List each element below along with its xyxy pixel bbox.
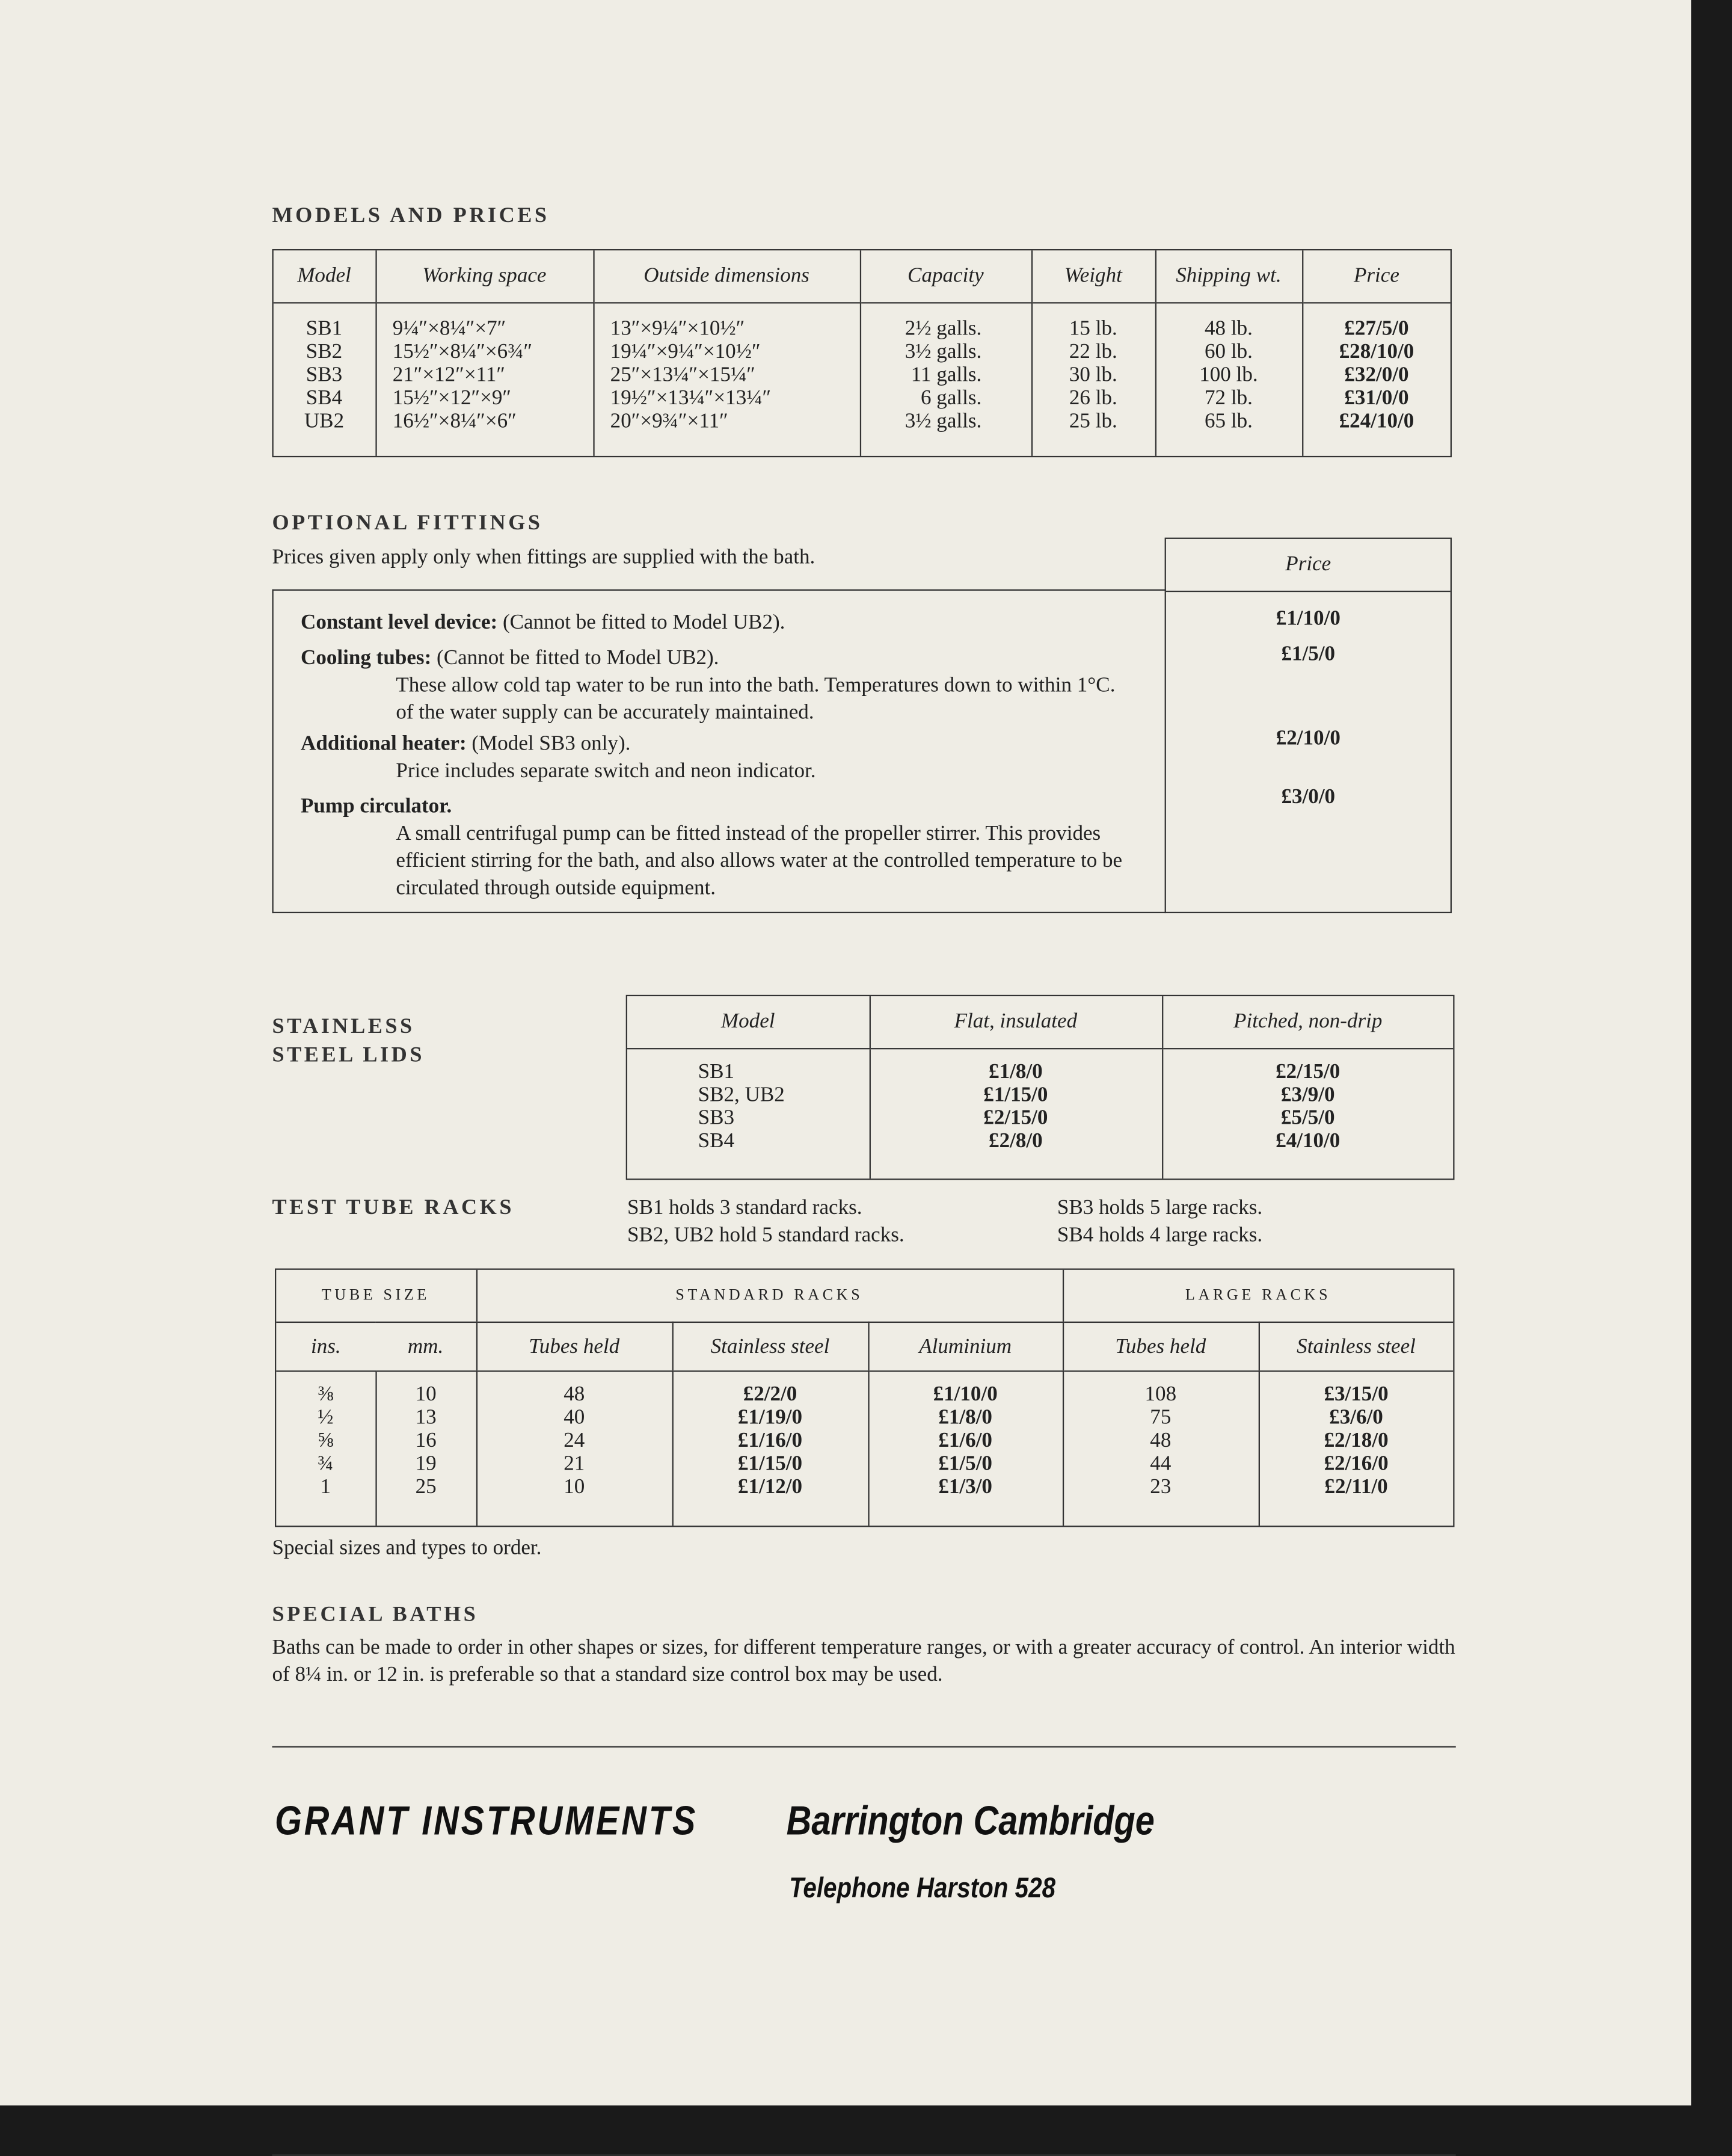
models-cell: 65 lb. xyxy=(1205,409,1253,433)
models-col-header: Working space xyxy=(375,250,593,303)
racks-col-header: Stainless steel xyxy=(1259,1322,1454,1371)
models-cell: 100 lb. xyxy=(1199,363,1258,387)
footer-phone: Telephone Harston 528 xyxy=(789,1873,1056,1905)
racks-heading: TEST TUBE RACKS xyxy=(272,1196,515,1220)
models-rows xyxy=(274,303,1451,456)
racks-column xyxy=(1259,1371,1454,1526)
models-column xyxy=(1155,303,1302,456)
racks-col-header: Aluminium xyxy=(868,1322,1063,1371)
lids-cell: £1/15/0 xyxy=(983,1083,1048,1107)
models-cell: £24/10/0 xyxy=(1339,409,1414,433)
fittings-note: Prices given apply only when fittings are supplied with the bath. xyxy=(272,546,815,569)
models-column xyxy=(593,303,859,456)
racks-column xyxy=(375,1371,476,1526)
models-col-header: Model xyxy=(274,250,376,303)
racks-cell: £1/15/0 xyxy=(737,1452,803,1476)
racks-cell: 23 xyxy=(1150,1475,1172,1498)
fitting-item xyxy=(301,793,1131,902)
racks-cell: £2/18/0 xyxy=(1324,1429,1389,1452)
footer-rule xyxy=(272,1746,1455,1748)
models-cell: 9¼″×8¼″×7″ xyxy=(392,317,506,340)
racks-cell: £2/16/0 xyxy=(1324,1452,1389,1476)
racks-note-1: SB1 holds 3 standard racks. xyxy=(627,1196,862,1220)
lids-cell: SB2, UB2 xyxy=(698,1083,785,1107)
models-cell: SB2 xyxy=(306,340,343,364)
racks-col-header: ins. xyxy=(276,1322,375,1371)
racks-cell: £1/19/0 xyxy=(737,1406,803,1429)
lids-cell: £2/15/0 xyxy=(1276,1060,1340,1083)
racks-cell: 48 xyxy=(564,1382,585,1406)
racks-cell: 24 xyxy=(564,1429,585,1452)
fitting-name: Pump circulator. xyxy=(300,795,452,818)
models-cell: 13″×9¼″×10½″ xyxy=(610,317,745,340)
models-cell: 19¼″×9¼″×10½″ xyxy=(610,340,761,364)
models-col-header: Capacity xyxy=(860,250,1031,303)
special-text: Baths can be made to order in other shapes or sizes, for different temperature ranges, or with a greater accuracy of control. An interior width of 8¼ in. or 12 in. is preferable so that a standard size control box may be used. xyxy=(272,1636,1455,1687)
models-cell: £32/0/0 xyxy=(1344,363,1409,387)
racks-group-header: TUBE SIZE xyxy=(276,1270,476,1322)
fitting-name: Additional heater: xyxy=(300,732,467,756)
lids-cell: SB4 xyxy=(698,1129,735,1153)
racks-cell: £1/12/0 xyxy=(737,1475,803,1498)
models-col-header: Outside dimensions xyxy=(593,250,859,303)
racks-column xyxy=(476,1371,672,1526)
racks-table xyxy=(275,1269,1455,1527)
fittings-heading: OPTIONAL FITTINGS xyxy=(272,511,543,535)
models-cell: 2½ galls. xyxy=(904,317,982,340)
fitting-desc: (Model SB3 only). xyxy=(466,732,631,756)
models-cell: 25″×13¼″×15¼″ xyxy=(610,363,755,387)
models-cell: 20″×9¾″×11″ xyxy=(610,409,728,433)
models-heading: MODELS AND PRICES xyxy=(272,204,550,227)
racks-cell: £1/6/0 xyxy=(938,1429,992,1452)
models-column xyxy=(1031,303,1155,456)
racks-cell: £1/3/0 xyxy=(938,1475,992,1498)
fitting-title xyxy=(301,610,1131,637)
lids-cell: SB3 xyxy=(698,1106,735,1130)
racks-cell: £1/10/0 xyxy=(933,1382,998,1406)
fitting-detail: These allow cold tap water to be run into the bath. Temperatures down to within 1°C. of the water supply can be accurately maintained. xyxy=(396,673,1116,724)
racks-cell: 10 xyxy=(415,1382,437,1406)
racks-cell: ¾ xyxy=(318,1452,334,1476)
models-col-header: Price xyxy=(1302,250,1451,303)
models-cell: 19½″×13¼″×13¼″ xyxy=(610,386,772,410)
models-cell: 21″×12″×11″ xyxy=(392,363,505,387)
fitting-title xyxy=(301,731,1131,758)
models-cell: 3½ galls. xyxy=(904,340,982,364)
models-column xyxy=(860,303,1031,456)
fitting-desc: (Cannot be fitted to Model UB2). xyxy=(497,611,785,635)
fitting-price: £1/5/0 xyxy=(1281,642,1336,666)
racks-col-header: mm. xyxy=(375,1322,476,1371)
fitting-title xyxy=(301,645,1131,672)
models-cell: £27/5/0 xyxy=(1344,317,1409,340)
racks-cell: £3/15/0 xyxy=(1324,1382,1389,1406)
lids-cell: SB1 xyxy=(698,1060,735,1083)
racks-cell: £1/16/0 xyxy=(737,1429,803,1452)
racks-cell: 48 xyxy=(1150,1429,1172,1452)
racks-cell: 40 xyxy=(564,1406,585,1429)
models-cell: 15 lb. xyxy=(1069,317,1117,340)
models-cell: 15½″×8¼″×6¾″ xyxy=(392,340,533,364)
models-cell: 48 lb. xyxy=(1205,317,1253,340)
lids-column xyxy=(627,1049,870,1178)
models-col-header: Weight xyxy=(1031,250,1155,303)
lids-heading xyxy=(272,1012,425,1070)
racks-column xyxy=(276,1371,375,1526)
racks-note-2: SB2, UB2 hold 5 standard racks. xyxy=(627,1223,904,1247)
models-column xyxy=(375,303,593,456)
special-heading: SPECIAL BATHS xyxy=(272,1603,479,1627)
lids-cell: £2/8/0 xyxy=(989,1129,1043,1153)
fitting-name: Constant level device: xyxy=(300,611,498,635)
models-cell: 16½″×8¼″×6″ xyxy=(392,409,517,433)
racks-cell: 10 xyxy=(564,1475,585,1498)
racks-cell: £3/6/0 xyxy=(1329,1406,1383,1429)
racks-cell: 25 xyxy=(415,1475,437,1498)
models-cell: 25 lb. xyxy=(1069,409,1117,433)
fittings-price-box xyxy=(1165,538,1452,913)
models-cell: 11 galls. xyxy=(911,363,982,387)
lids-col-header: Pitched, non-drip xyxy=(1162,996,1453,1049)
racks-column xyxy=(868,1371,1063,1526)
racks-footnote: Special sizes and types to order. xyxy=(272,1536,542,1560)
racks-column xyxy=(1063,1371,1259,1526)
racks-cell: ½ xyxy=(318,1406,334,1429)
models-cell: UB2 xyxy=(304,409,345,433)
fitting-item xyxy=(301,645,1131,727)
fitting-detail: A small centrifugal pump can be fitted instead of the propeller stirrer. This provides efficient stirring for the bath, and also allows water at the controlled temperature to be circulated through outside equipment. xyxy=(396,822,1123,900)
racks-col-header: Tubes held xyxy=(1063,1322,1259,1371)
models-cell: 15½″×12″×9″ xyxy=(392,386,512,410)
models-cell: 26 lb. xyxy=(1069,386,1117,410)
racks-column xyxy=(672,1371,868,1526)
models-cell: £28/10/0 xyxy=(1339,340,1414,364)
fitting-name: Cooling tubes: xyxy=(300,646,432,670)
fitting-price: £3/0/0 xyxy=(1281,785,1336,808)
racks-cell: 1 xyxy=(320,1475,331,1498)
racks-cell: £2/11/0 xyxy=(1324,1475,1388,1498)
lids-col-header: Flat, insulated xyxy=(870,996,1162,1049)
racks-cell: 44 xyxy=(1150,1452,1172,1476)
lids-cell: £3/9/0 xyxy=(1280,1083,1335,1107)
racks-cell: 108 xyxy=(1144,1382,1177,1406)
racks-cell: 19 xyxy=(415,1452,437,1476)
fitting-title xyxy=(301,793,1131,821)
racks-cell: 16 xyxy=(415,1429,437,1452)
fitting-item xyxy=(301,610,1131,637)
models-col-header: Shipping wt. xyxy=(1155,250,1302,303)
racks-note-4: SB4 holds 4 large racks. xyxy=(1057,1223,1263,1247)
lids-column xyxy=(1162,1049,1453,1178)
lids-table xyxy=(626,995,1455,1180)
racks-group-header: STANDARD RACKS xyxy=(476,1270,1063,1322)
racks-group-header: LARGE RACKS xyxy=(1063,1270,1453,1322)
racks-cell: 21 xyxy=(564,1452,585,1476)
racks-cell: £2/2/0 xyxy=(743,1382,797,1406)
footer-company: GRANT INSTRUMENTS xyxy=(275,1799,698,1844)
models-column xyxy=(1302,303,1451,456)
models-cell: SB1 xyxy=(306,317,343,340)
models-cell: SB4 xyxy=(306,386,343,410)
racks-col-header: Tubes held xyxy=(476,1322,672,1371)
lids-cell: £1/8/0 xyxy=(989,1060,1043,1083)
models-cell: 3½ galls. xyxy=(904,409,982,433)
racks-cell: ⅝ xyxy=(318,1429,334,1452)
models-cell: 72 lb. xyxy=(1205,386,1253,410)
fitting-price: £2/10/0 xyxy=(1276,727,1340,750)
lids-heading-line2: STEEL LIDS xyxy=(272,1044,425,1067)
models-table xyxy=(272,249,1452,457)
racks-cell: ⅜ xyxy=(318,1382,334,1406)
fitting-detail: Price includes separate switch and neon indicator. xyxy=(396,759,816,783)
racks-cell: 75 xyxy=(1150,1406,1172,1429)
fittings-box xyxy=(272,590,1165,913)
fitting-item xyxy=(301,731,1131,785)
models-cell: 60 lb. xyxy=(1205,340,1253,364)
lids-column xyxy=(870,1049,1162,1178)
footer-address: Barrington Cambridge xyxy=(786,1799,1155,1844)
racks-note-3: SB3 holds 5 large racks. xyxy=(1057,1196,1263,1220)
racks-cell: 13 xyxy=(415,1406,437,1429)
lids-cell: £5/5/0 xyxy=(1280,1106,1335,1130)
models-cell: 6 galls. xyxy=(921,386,982,410)
lids-cell: £2/15/0 xyxy=(983,1106,1048,1130)
models-cell: 30 lb. xyxy=(1069,363,1117,387)
lids-col-header: Model xyxy=(627,996,870,1049)
models-column xyxy=(274,303,376,456)
racks-cell: £1/5/0 xyxy=(938,1452,992,1476)
fitting-desc: (Cannot be fitted to Model UB2). xyxy=(431,646,719,670)
models-cell: SB3 xyxy=(306,363,343,387)
lids-heading-line1: STAINLESS xyxy=(272,1015,415,1039)
models-cell: 22 lb. xyxy=(1069,340,1117,364)
fitting-price: £1/10/0 xyxy=(1276,607,1340,630)
models-cell: £31/0/0 xyxy=(1344,386,1409,410)
racks-cell: £1/8/0 xyxy=(938,1406,992,1429)
racks-col-header: Stainless steel xyxy=(672,1322,868,1371)
fittings-price-header: Price xyxy=(1166,539,1451,592)
lids-cell: £4/10/0 xyxy=(1276,1129,1340,1153)
